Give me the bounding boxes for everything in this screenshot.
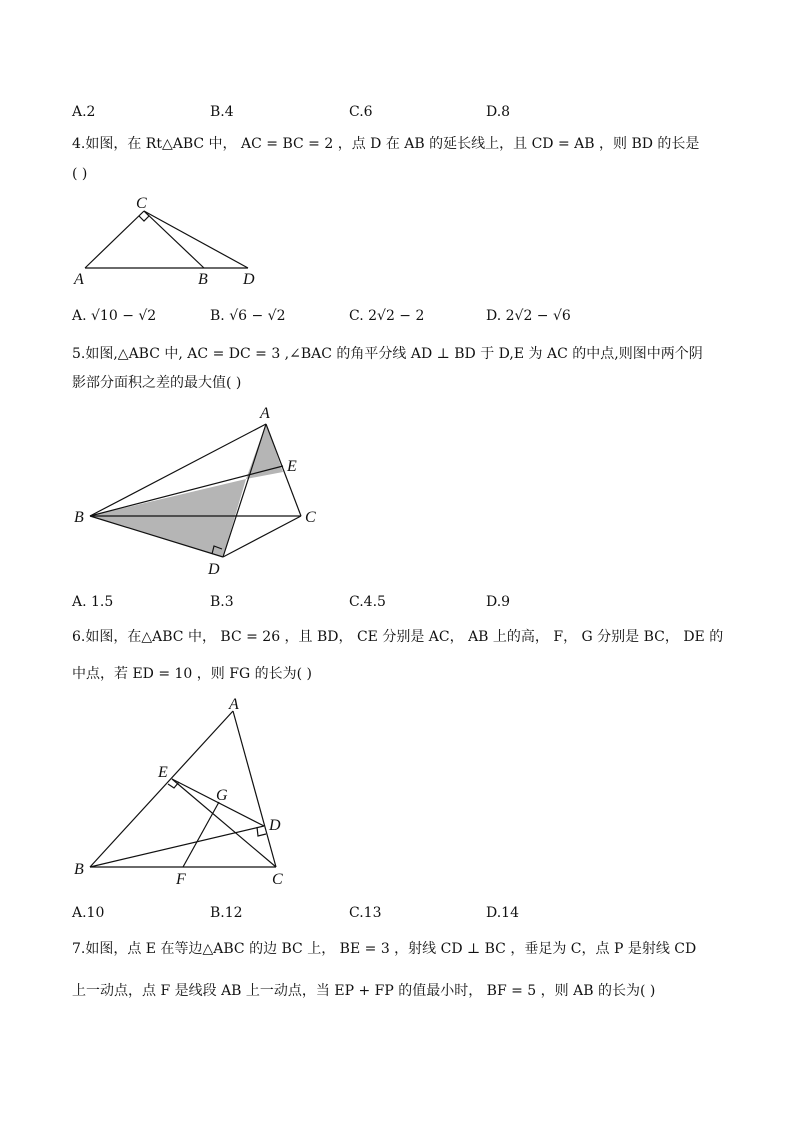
q4-option-a: A. √10 − √2 xyxy=(72,308,157,324)
q3-option-c: C.6 xyxy=(349,104,373,120)
q6-question-line2: 中点，若 ED = 10 ，则 FG 的长为( ) xyxy=(72,666,312,682)
q3-option-b: B.4 xyxy=(210,104,234,120)
q5-question-line1: 5.如图,△ABC 中, AC = DC = 3 ,∠BAC 的角平分线 AD ⊥ BD 于 D,E 为 AC 的中点,则图中两个阴 xyxy=(72,346,703,362)
q6-label-d: D xyxy=(269,817,281,834)
q4-label-c: C xyxy=(136,195,147,212)
q7-question-line2: 上一动点，点 F 是线段 AB 上一动点，当 EP + FP 的值最小时， BF = 5 ，则 AB 的长为( ) xyxy=(72,983,656,999)
q5-option-d: D.9 xyxy=(486,594,511,610)
q6-question-line1: 6.如图，在△ABC 中， BC = 26 ，且 BD， CE 分别是 AC， AB 上的高， F， G 分别是 BC， DE 的 xyxy=(72,629,724,645)
q4-label-b: B xyxy=(198,271,208,288)
q3-option-d: D.8 xyxy=(486,104,511,120)
q5-question-line2: 影部分面积之差的最大值( ) xyxy=(72,375,242,391)
q5-label-c: C xyxy=(305,509,316,526)
q6-label-e: E xyxy=(158,764,168,781)
q4-label-d: D xyxy=(243,271,255,288)
q5-label-d: D xyxy=(208,561,220,578)
q6-option-c: C.13 xyxy=(349,905,382,921)
q4-option-d: D. 2√2 − √6 xyxy=(486,308,571,324)
q4-label-a: A xyxy=(74,271,84,288)
q4-option-b: B. √6 − √2 xyxy=(210,308,286,324)
q5-option-b: B.3 xyxy=(210,594,234,610)
q6-label-f: F xyxy=(176,871,186,888)
q6-label-a: A xyxy=(229,696,239,713)
q6-label-c: C xyxy=(272,871,283,888)
q4-question-line1: 4.如图，在 Rt△ABC 中， AC = BC = 2 ，点 D 在 AB 的延长线上，且 CD = AB ，则 BD 的长是 xyxy=(72,136,700,152)
q5-option-a: A. 1.5 xyxy=(72,594,114,610)
q5-label-b: B xyxy=(74,509,84,526)
q4-option-c: C. 2√2 − 2 xyxy=(349,308,425,324)
q7-question-line1: 7.如图，点 E 在等边△ABC 的边 BC 上， BE = 3 ，射线 CD ⊥ BC ，垂足为 C，点 P 是射线 CD xyxy=(72,941,697,957)
q6-option-b: B.12 xyxy=(210,905,243,921)
q4-question-line2: ( ) xyxy=(72,166,88,182)
q5-option-c: C.4.5 xyxy=(349,594,386,610)
q6-label-g: G xyxy=(216,787,228,804)
q5-label-a: A xyxy=(260,405,270,422)
q6-option-a: A.10 xyxy=(72,905,105,921)
q3-option-a: A.2 xyxy=(72,104,96,120)
q6-option-d: D.14 xyxy=(486,905,519,921)
q6-label-b: B xyxy=(74,861,84,878)
q5-label-e: E xyxy=(287,458,297,475)
